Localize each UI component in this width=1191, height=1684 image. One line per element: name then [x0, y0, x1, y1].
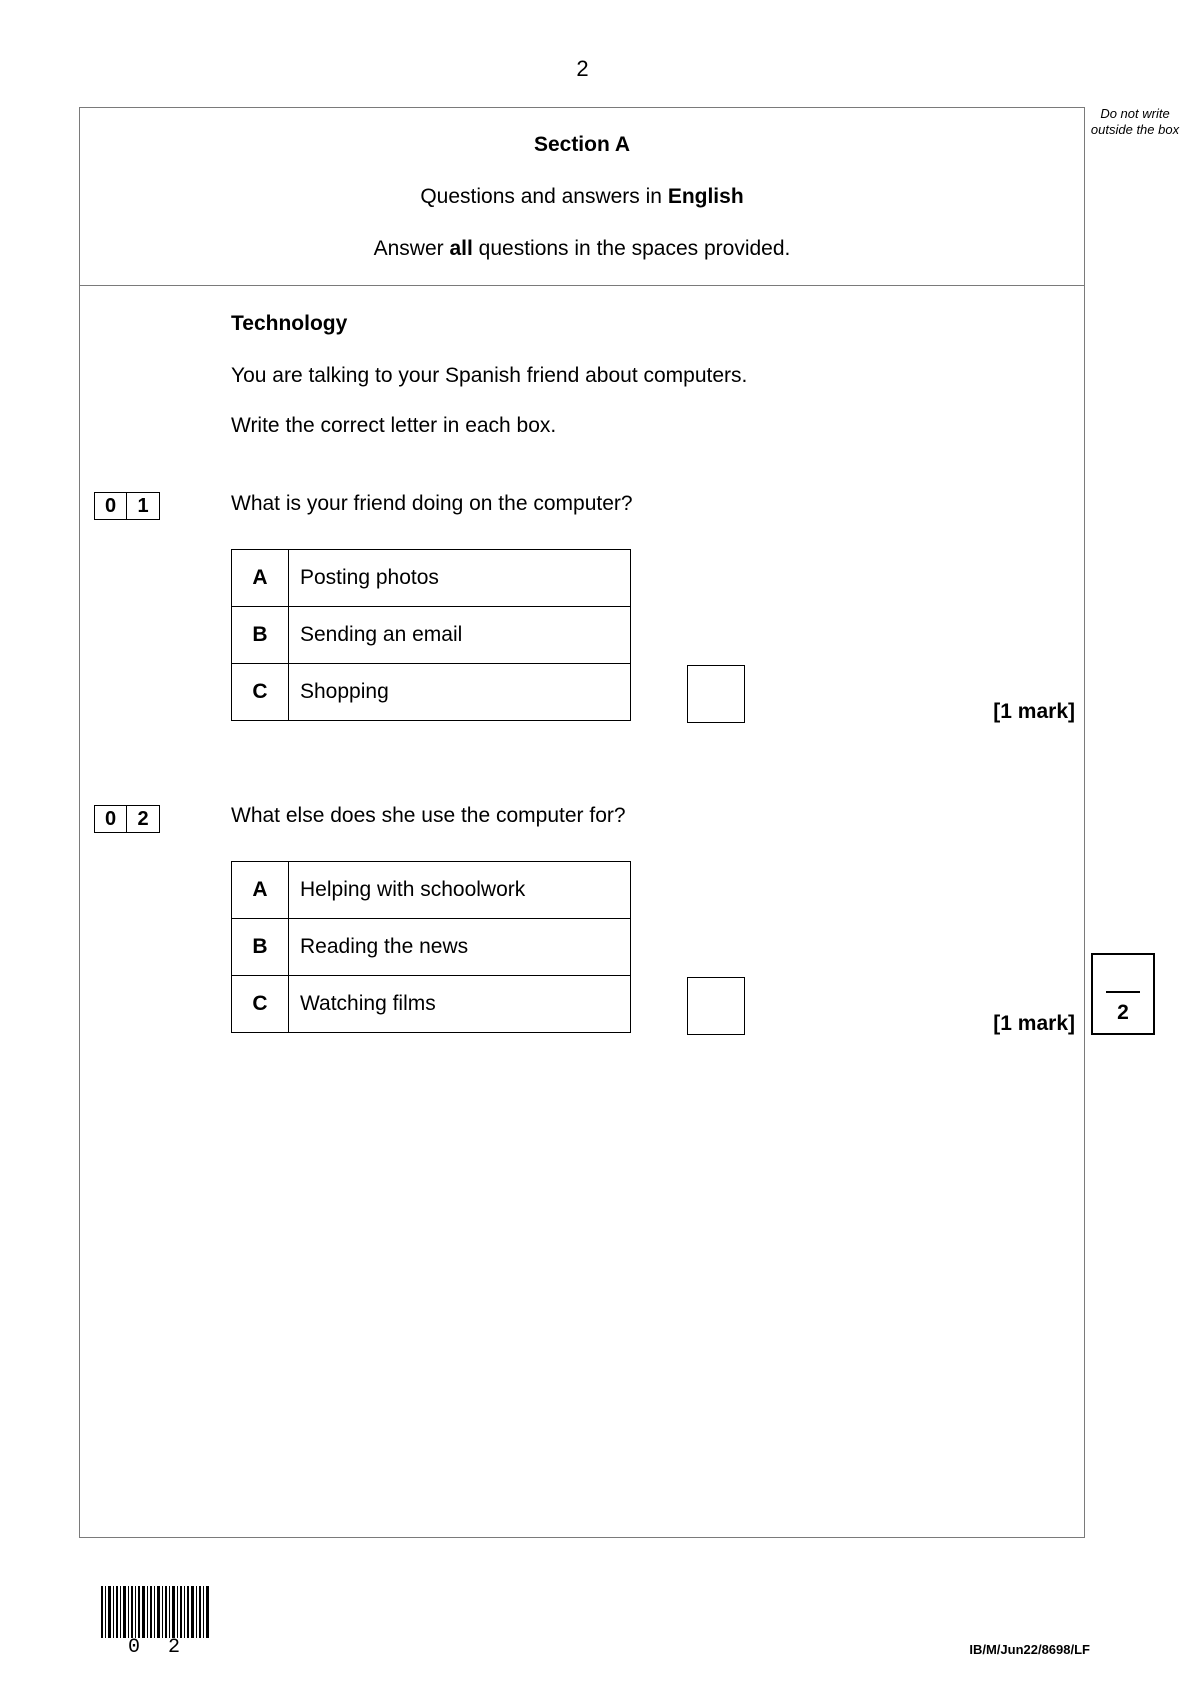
option-letter: C [232, 664, 289, 721]
topic-heading: Technology [231, 312, 348, 335]
option-text: Posting photos [289, 550, 631, 607]
margin-note: Do not write outside the box [1090, 106, 1180, 137]
header-divider [79, 285, 1085, 286]
barcode-icon [101, 1586, 210, 1638]
page-mark-tally [1091, 953, 1155, 1035]
intro-text: You are talking to your Spanish friend about computers. [231, 364, 748, 387]
answer-box-02[interactable] [687, 977, 745, 1035]
option-letter: C [232, 976, 289, 1033]
options-table-01 [231, 549, 631, 721]
question-text-01: What is your friend doing on the computer? [231, 492, 633, 515]
option-text: Helping with schoolwork [289, 862, 631, 919]
section-title: Section A [533, 133, 631, 156]
answer-box-01[interactable] [687, 665, 745, 723]
option-letter: B [232, 607, 289, 664]
barcode-digits: 0 2 [128, 1636, 189, 1659]
mark-label-02: [1 mark] [993, 1012, 1075, 1035]
question-digit: 1 [127, 492, 160, 520]
paper-reference: IB/M/Jun22/8698/LF [969, 1642, 1090, 1657]
option-row [232, 607, 631, 664]
option-row [232, 862, 631, 919]
option-letter: A [232, 550, 289, 607]
tally-total: 2 [1117, 1001, 1129, 1024]
tally-line [1106, 991, 1140, 993]
mark-label-01: [1 mark] [993, 700, 1075, 723]
section-subtitle: Questions and answers in English [420, 185, 744, 208]
question-digit: 2 [127, 805, 160, 833]
question-text-02: What else does she use the computer for? [231, 804, 626, 827]
section-instruction: Answer all questions in the spaces provided. [373, 237, 791, 260]
option-text: Shopping [289, 664, 631, 721]
option-row [232, 976, 631, 1033]
option-row [232, 664, 631, 721]
page-number: 2 [576, 56, 589, 81]
instruction-text: Write the correct letter in each box. [231, 414, 557, 437]
option-row [232, 550, 631, 607]
option-text: Reading the news [289, 919, 631, 976]
question-number-02 [94, 805, 160, 833]
option-text: Sending an email [289, 607, 631, 664]
options-table-02 [231, 861, 631, 1033]
question-digit: 0 [94, 805, 127, 833]
question-digit: 0 [94, 492, 127, 520]
option-row [232, 919, 631, 976]
question-number-01 [94, 492, 160, 520]
option-text: Watching films [289, 976, 631, 1033]
option-letter: A [232, 862, 289, 919]
option-letter: B [232, 919, 289, 976]
